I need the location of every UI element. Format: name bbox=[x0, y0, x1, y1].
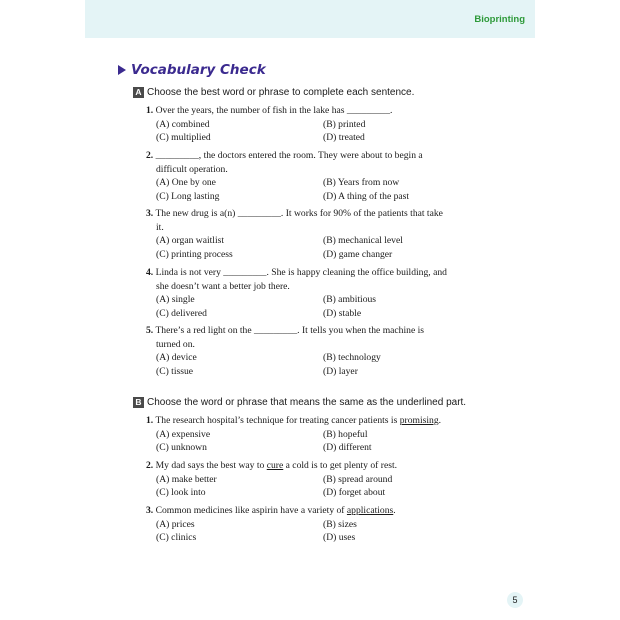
triangle-bullet-icon bbox=[118, 65, 126, 75]
option-d: (D) different bbox=[323, 442, 372, 453]
option-d: (D) A thing of the past bbox=[323, 190, 410, 202]
part-b-instruction-text: Choose the word or phrase that means the same as the underlined part. bbox=[147, 397, 467, 408]
question-text-post: . bbox=[438, 415, 442, 426]
option-b: (B) sizes bbox=[323, 518, 357, 530]
option-d: (D) game changer bbox=[323, 248, 393, 260]
part-b-instruction bbox=[133, 397, 466, 408]
underlined-word: applications bbox=[346, 505, 394, 516]
page-number: 5 bbox=[507, 592, 523, 608]
part-a-instruction-text: Choose the best word or phrase to complete each sentence. bbox=[147, 87, 415, 98]
option-a: (A) device bbox=[156, 352, 197, 363]
part-a-badge: A bbox=[133, 87, 144, 98]
question-text-cont: it. bbox=[156, 221, 164, 233]
option-b: (B) technology bbox=[323, 352, 381, 363]
question-text-pre: My dad says the best way to bbox=[155, 460, 267, 471]
option-a: (A) expensive bbox=[156, 428, 211, 440]
part-a-instruction bbox=[133, 87, 414, 98]
part-a-question-5 bbox=[146, 324, 506, 378]
option-c: (C) Long lasting bbox=[156, 190, 220, 202]
header-band bbox=[85, 0, 535, 38]
option-c: (C) look into bbox=[156, 487, 206, 498]
underlined-word: promising bbox=[399, 415, 439, 426]
option-d: (D) treated bbox=[323, 132, 365, 143]
option-a: (A) combined bbox=[156, 118, 210, 130]
option-c: (C) unknown bbox=[156, 442, 207, 453]
option-d: (D) stable bbox=[323, 307, 362, 319]
question-number: 5. bbox=[146, 325, 154, 336]
question-text-post: . bbox=[393, 505, 396, 516]
option-a: (A) organ waitlist bbox=[156, 235, 225, 246]
option-b: (B) spread around bbox=[323, 473, 393, 485]
question-text-cont: difficult operation. bbox=[156, 163, 228, 175]
question-number: 4. bbox=[146, 267, 154, 278]
option-c: (C) clinics bbox=[156, 532, 197, 543]
question-number: 1. bbox=[146, 415, 154, 426]
option-d: (D) forget about bbox=[323, 487, 386, 498]
option-b: (B) hopeful bbox=[323, 428, 368, 440]
part-a-question-2 bbox=[146, 149, 506, 203]
question-number: 2. bbox=[146, 150, 154, 161]
option-b: (B) ambitious bbox=[323, 294, 377, 305]
part-b-question-2 bbox=[146, 459, 506, 500]
option-a: (A) make better bbox=[156, 473, 217, 485]
question-text-cont: turned on. bbox=[156, 338, 195, 350]
part-b-question-3 bbox=[146, 504, 506, 545]
question-text: The new drug is a(n) _________. It works for 90% of the patients that take bbox=[155, 208, 443, 219]
option-b: (B) printed bbox=[323, 118, 366, 130]
part-a-question-1 bbox=[146, 104, 506, 145]
option-c: (C) printing process bbox=[156, 248, 233, 260]
question-text: There’s a red light on the _________. It tells you when the machine is bbox=[155, 325, 425, 336]
option-d: (D) layer bbox=[323, 365, 358, 377]
underlined-word: cure bbox=[266, 460, 284, 471]
question-number: 2. bbox=[146, 460, 154, 471]
option-b: (B) mechanical level bbox=[323, 235, 403, 246]
chapter-title: Bioprinting bbox=[474, 14, 525, 25]
question-text: Over the years, the number of fish in the lake has _________. bbox=[155, 105, 393, 116]
option-c: (C) delivered bbox=[156, 307, 207, 319]
question-text: _________, the doctors entered the room. They were about to begin a bbox=[155, 150, 423, 161]
question-text-cont: she doesn’t want a better job there. bbox=[156, 280, 290, 292]
question-number: 1. bbox=[146, 105, 154, 116]
question-text-pre: The research hospital’s technique for treating cancer patients is bbox=[155, 415, 400, 426]
part-a-question-4 bbox=[146, 266, 506, 320]
option-d: (D) uses bbox=[323, 532, 356, 543]
question-text: Linda is not very _________. She is happy cleaning the office building, and bbox=[155, 267, 447, 278]
part-b-question-1 bbox=[146, 414, 506, 455]
section-title-text: Vocabulary Check bbox=[131, 62, 266, 78]
option-a: (A) single bbox=[156, 294, 195, 305]
question-number: 3. bbox=[146, 505, 154, 516]
part-b-badge: B bbox=[133, 397, 144, 408]
option-c: (C) tissue bbox=[156, 365, 194, 377]
question-number: 3. bbox=[146, 208, 154, 219]
section-title bbox=[118, 62, 266, 78]
option-b: (B) Years from now bbox=[323, 177, 400, 188]
option-c: (C) multiplied bbox=[156, 132, 211, 143]
option-a: (A) prices bbox=[156, 518, 195, 530]
option-a: (A) One by one bbox=[156, 177, 216, 188]
part-a-question-3 bbox=[146, 207, 506, 261]
question-text-pre: Common medicines like aspirin have a variety of bbox=[155, 505, 347, 516]
question-text-post: a cold is to get plenty of rest. bbox=[283, 460, 398, 471]
